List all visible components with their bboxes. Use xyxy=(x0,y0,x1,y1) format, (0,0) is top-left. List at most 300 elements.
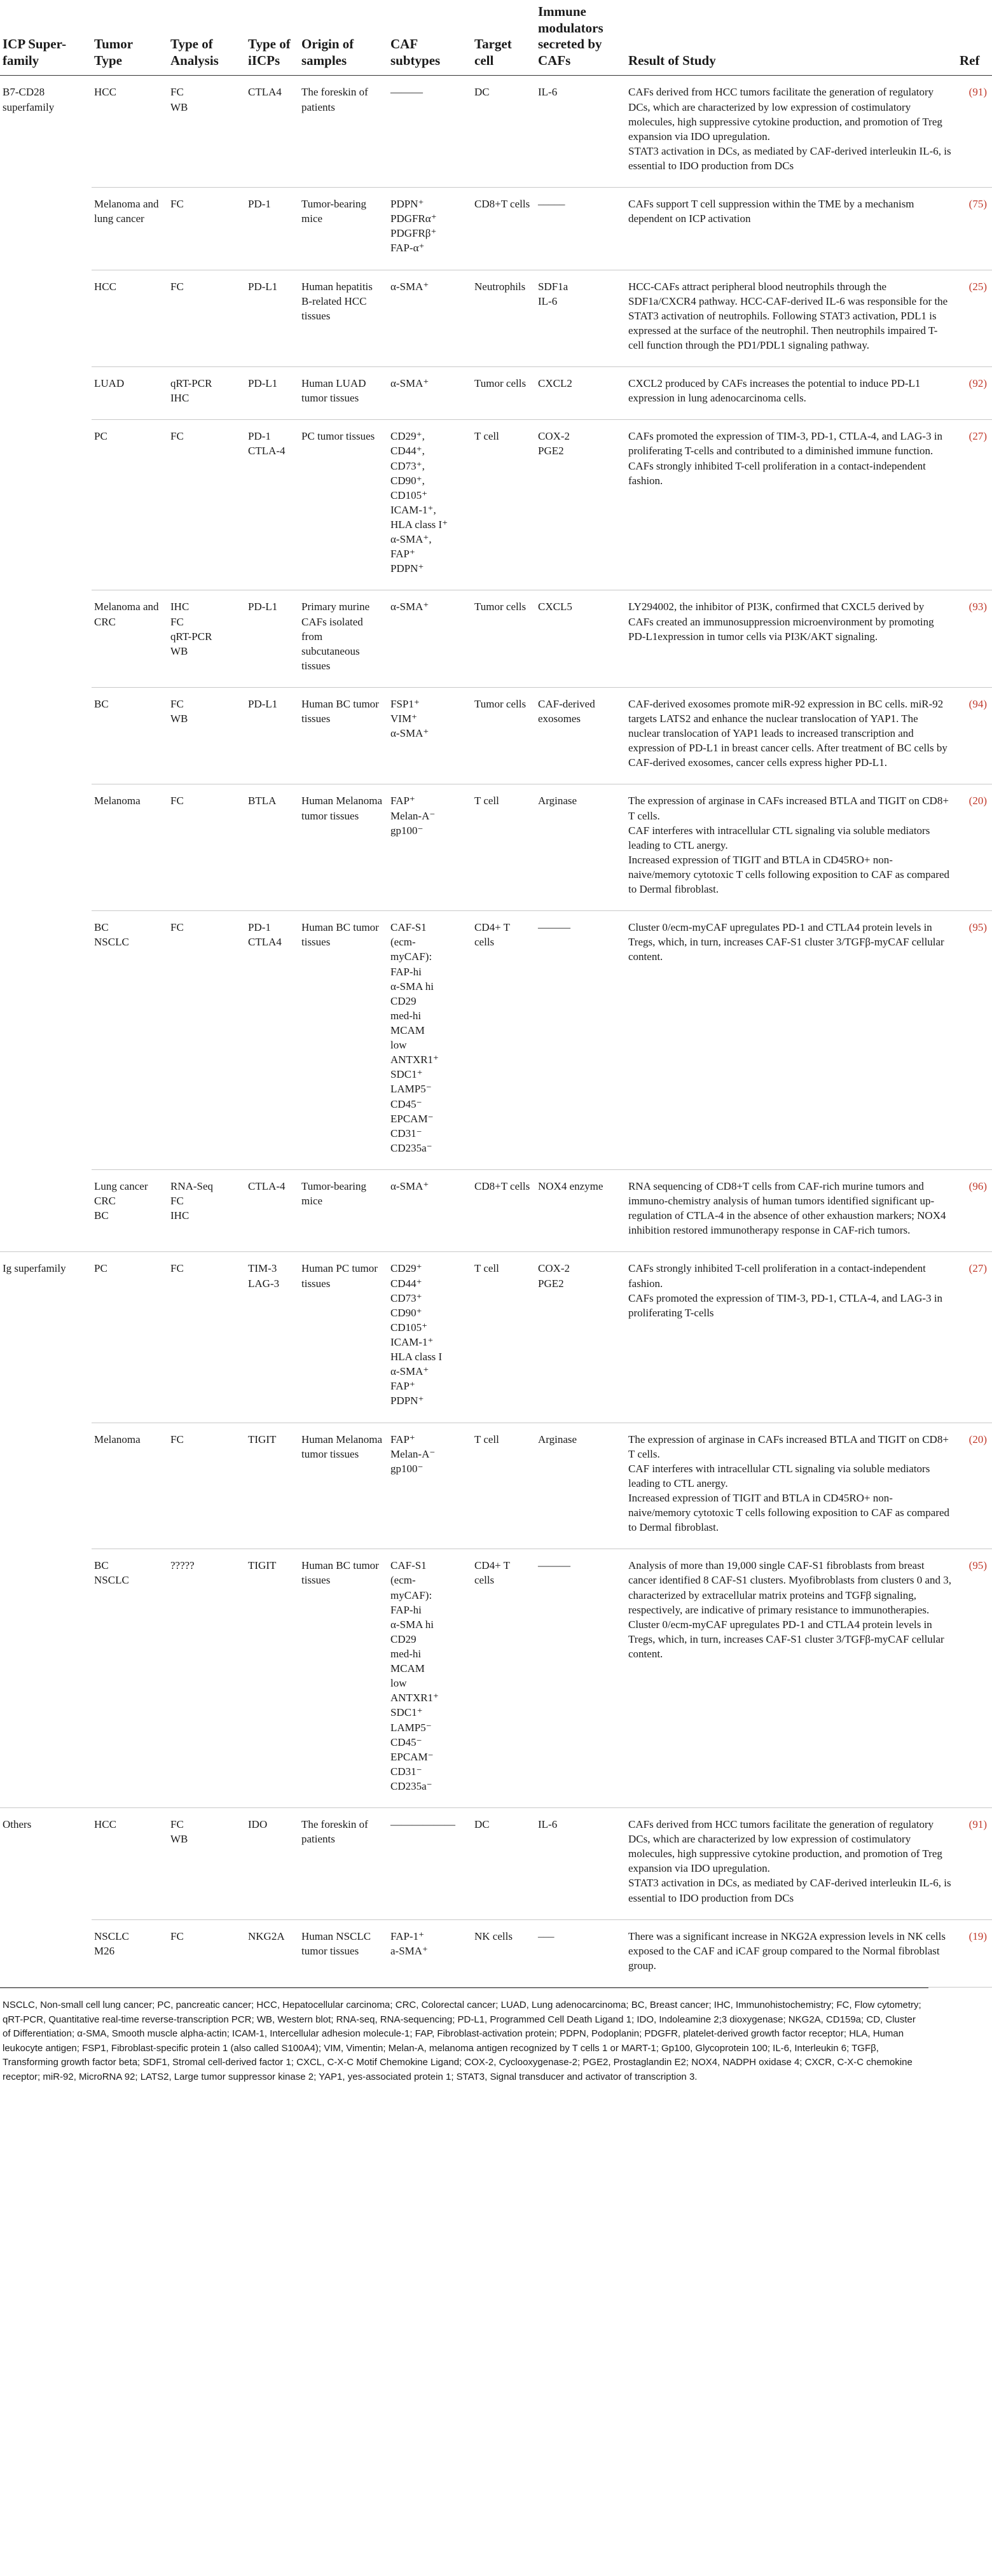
modulators-line: ––––– xyxy=(538,198,565,211)
header-row xyxy=(0,0,992,76)
caf-line: CD235a⁻ xyxy=(390,1141,432,1154)
target-line: CD4+ T cells xyxy=(474,921,510,949)
cell-tumor xyxy=(92,784,168,911)
cell-tumor xyxy=(92,1170,168,1252)
cell-iicps xyxy=(245,188,299,270)
reference-link[interactable]: (95) xyxy=(968,1559,987,1572)
cell-ref xyxy=(957,1549,992,1808)
iicps-line: NKG2A xyxy=(248,1930,285,1942)
caf-line: CD105⁺ xyxy=(390,1321,428,1333)
origin-line: Human BC tumor tissues xyxy=(301,921,379,949)
caf-line: SDC1⁺ xyxy=(390,1068,423,1081)
origin-line: Human Melanoma tumor tissues xyxy=(301,795,382,822)
cell-result xyxy=(626,590,957,688)
target-line: Tumor cells xyxy=(474,697,527,710)
target-line: Tumor cells xyxy=(474,601,527,613)
analysis-line: WB xyxy=(170,101,188,113)
modulators-line: COX-2 xyxy=(538,1262,570,1275)
analysis-line: IHC xyxy=(170,601,189,613)
origin-line: Tumor-bearing mice xyxy=(301,1180,366,1208)
iicps-line: CTLA4 xyxy=(248,936,282,949)
header-tumor: Tumor Type xyxy=(92,0,168,76)
cell-caf xyxy=(388,1252,472,1423)
cell-iicps xyxy=(245,76,299,188)
target-line: T cell xyxy=(474,1433,499,1445)
cell-family xyxy=(0,1808,92,1920)
cell-family xyxy=(0,188,92,270)
cell-origin xyxy=(299,784,388,911)
cell-family xyxy=(0,1170,92,1252)
cell-modulators xyxy=(535,188,626,270)
target-line: CD8+T cells xyxy=(474,1180,530,1192)
modulators-line: CAF-derived exosomes xyxy=(538,697,595,725)
cell-result xyxy=(626,188,957,270)
caf-line: PDPN⁺ xyxy=(390,562,424,575)
tumor-line: HCC xyxy=(94,86,116,99)
analysis-line: FC xyxy=(170,1930,184,1942)
cell-analysis xyxy=(168,420,245,590)
caf-line: myCAF): xyxy=(390,950,432,963)
analysis-line: FC xyxy=(170,1818,184,1831)
caf-line: CD29 xyxy=(390,994,417,1007)
cell-analysis xyxy=(168,1252,245,1423)
cell-caf xyxy=(388,270,472,367)
analysis-line: qRT-PCR xyxy=(170,377,212,390)
tumor-line: HCC xyxy=(94,1818,116,1831)
cell-analysis xyxy=(168,687,245,784)
cell-family xyxy=(0,590,92,688)
caf-line: CD105⁺ xyxy=(390,489,428,501)
cell-iicps xyxy=(245,1808,299,1920)
cell-caf xyxy=(388,1170,472,1252)
cell-caf xyxy=(388,188,472,270)
caf-line: CD31⁻ xyxy=(390,1765,422,1778)
cell-target xyxy=(472,1170,535,1252)
family-text: Others xyxy=(3,1818,32,1831)
modulators-line: ——— xyxy=(538,921,570,934)
cell-modulators xyxy=(535,367,626,420)
cell-tumor xyxy=(92,1919,168,1987)
caf-line: HLA class I⁺ xyxy=(390,518,448,531)
reference-link[interactable]: (95) xyxy=(968,921,987,934)
caf-line: α-SMA⁺ xyxy=(390,1180,429,1192)
origin-line: Human LUAD tumor tissues xyxy=(301,377,366,405)
target-line: DC xyxy=(474,1818,490,1831)
reference-link[interactable]: (92) xyxy=(968,377,987,390)
tumor-line: BC xyxy=(94,697,109,710)
caf-line: PDPN⁺ xyxy=(390,1395,424,1407)
iicps-line: TIGIT xyxy=(248,1433,277,1445)
cell-target xyxy=(472,590,535,688)
caf-line: MCAM xyxy=(390,1662,425,1675)
iicps-line: TIGIT xyxy=(248,1559,277,1572)
caf-line: med-hi xyxy=(390,1009,422,1022)
table-row xyxy=(0,784,992,911)
table-row xyxy=(0,590,992,688)
caf-line: FAP-hi xyxy=(390,1603,422,1616)
table-row xyxy=(0,1808,992,1920)
result-line: CAF-derived exosomes promote miR-92 expression in BC cells. miR-92 targets LATS2 and enhance the nuclear translocation of YAP1. The nuclear translocation of YAP1 leads to increased transcription and expression of PD-L1 in breast cancer cells. After treatment of BC cells by CAF-derived exosomes, cancer cells express higher PD-L1. xyxy=(628,697,947,769)
iicps-line: IDO xyxy=(248,1818,268,1831)
cell-analysis xyxy=(168,911,245,1170)
caf-line: —————— xyxy=(390,1818,455,1831)
reference-link[interactable]: (27) xyxy=(968,430,987,443)
cell-iicps xyxy=(245,1170,299,1252)
cell-ref xyxy=(957,188,992,270)
origin-line: Primary murine CAFs isolated from subcutaneous tissues xyxy=(301,601,370,672)
reference-link[interactable]: (75) xyxy=(968,198,987,211)
cell-modulators xyxy=(535,1549,626,1808)
tumor-line: HCC xyxy=(94,280,116,293)
origin-line: Human hepatitis B-related HCC tissues xyxy=(301,280,373,322)
target-line: Neutrophils xyxy=(474,280,526,293)
iicps-line: PD-L1 xyxy=(248,377,278,390)
tumor-line: BC xyxy=(94,921,109,934)
origin-line: Human BC tumor tissues xyxy=(301,697,379,725)
target-line: T cell xyxy=(474,795,499,807)
caf-line: PDPN⁺ xyxy=(390,198,424,211)
caf-line: low xyxy=(390,1039,407,1052)
cell-caf xyxy=(388,1808,472,1920)
header-target: Target cell xyxy=(472,0,535,76)
reference-link[interactable]: (93) xyxy=(968,601,987,613)
iicps-line: PD-1 CTLA-4 xyxy=(248,430,286,457)
table-row xyxy=(0,1919,992,1987)
cell-tumor xyxy=(92,687,168,784)
cell-ref xyxy=(957,784,992,911)
modulators-line: IL-6 xyxy=(538,86,558,99)
cell-caf xyxy=(388,590,472,688)
caf-line: α-SMA⁺ xyxy=(390,377,429,390)
cell-modulators xyxy=(535,1252,626,1423)
cell-tumor xyxy=(92,1423,168,1549)
cell-target xyxy=(472,188,535,270)
caf-line: FAP⁺ xyxy=(390,548,415,560)
tumor-line: NSCLC xyxy=(94,1930,129,1942)
cell-family xyxy=(0,911,92,1170)
cell-family xyxy=(0,367,92,420)
cell-family xyxy=(0,687,92,784)
table-row xyxy=(0,270,992,367)
target-line: T cell xyxy=(474,430,499,443)
result-line: The expression of arginase in CAFs increased BTLA and TIGIT on CD8+ T cells. xyxy=(628,795,949,822)
cell-modulators xyxy=(535,1423,626,1549)
caf-line: CD29⁺, xyxy=(390,430,425,443)
cell-ref xyxy=(957,911,992,1170)
header-family: ICP Super-family xyxy=(0,0,92,76)
cell-iicps xyxy=(245,1919,299,1987)
cell-analysis xyxy=(168,784,245,911)
cell-result xyxy=(626,911,957,1170)
cell-iicps xyxy=(245,270,299,367)
cell-origin xyxy=(299,1252,388,1423)
analysis-line: FC xyxy=(170,430,184,443)
cell-modulators xyxy=(535,590,626,688)
cell-ref xyxy=(957,687,992,784)
reference-link[interactable]: (96) xyxy=(968,1180,987,1192)
table-row xyxy=(0,1170,992,1252)
table-row xyxy=(0,76,992,188)
origin-line: Human PC tumor tissues xyxy=(301,1262,378,1290)
origin-line: Human BC tumor tissues xyxy=(301,1559,379,1587)
modulators-line: IL-6 xyxy=(538,295,558,307)
cell-ref xyxy=(957,367,992,420)
cell-result xyxy=(626,76,957,188)
cell-ref xyxy=(957,76,992,188)
cell-target xyxy=(472,1808,535,1920)
cell-result xyxy=(626,420,957,590)
caf-line: FAP⁺ xyxy=(390,795,415,807)
cell-origin xyxy=(299,188,388,270)
iicps-line: PD-L1 xyxy=(248,601,278,613)
caf-line: PDGFRβ⁺ xyxy=(390,227,437,240)
cell-target xyxy=(472,367,535,420)
cell-caf xyxy=(388,420,472,590)
result-line: CAFs support T cell suppression within the TME by a mechanism dependent on ICP activation xyxy=(628,198,914,225)
family-text: Ig superfamily xyxy=(3,1262,66,1275)
cell-modulators xyxy=(535,784,626,911)
header-origin: Origin of samples xyxy=(299,0,388,76)
cell-target xyxy=(472,1423,535,1549)
reference-link[interactable]: (94) xyxy=(968,697,987,710)
tumor-line: PC xyxy=(94,430,107,443)
result-line: CAF interferes with intracellular CTL signaling via soluble mediators leading to CTL anergy. xyxy=(628,1462,930,1489)
origin-line: Human NSCLC tumor tissues xyxy=(301,1930,371,1957)
caf-line: (ecm- xyxy=(390,936,416,949)
caf-line: CD29 xyxy=(390,1633,417,1645)
cell-origin xyxy=(299,76,388,188)
cell-tumor xyxy=(92,1549,168,1808)
caf-line: MCAM xyxy=(390,1024,425,1037)
analysis-line: FC xyxy=(170,921,184,934)
result-line: Cluster 0/ecm-myCAF upregulates PD-1 and CTLA4 protein levels in Tregs, which, in turn, increases CAF-S1 cluster 3/TGFβ-myCAF cellular content. xyxy=(628,921,944,963)
cell-analysis xyxy=(168,188,245,270)
cell-caf xyxy=(388,911,472,1170)
cell-tumor xyxy=(92,590,168,688)
iicps-line: PD-L1 xyxy=(248,280,278,293)
caf-line: α-SMA⁺, xyxy=(390,533,432,546)
result-line: CAFs promoted the expression of TIM-3, PD-1, CTLA-4, and LAG-3 in proliferating T-cells and contributed to a diminished immune function. xyxy=(628,430,943,457)
caf-line: CD45⁻ xyxy=(390,1736,422,1748)
target-line: DC xyxy=(474,86,490,99)
caf-line: Melan-A⁻ xyxy=(390,809,436,822)
family-text: B7-CD28 superfamily xyxy=(3,86,55,113)
table-footnote: NSCLC, Non-small cell lung cancer; PC, pancreatic cancer; HCC, Hepatocellular carcinoma; CRC, Colorectal cancer; LUAD, Lung adenocarcinoma; BC, Breast cancer; IHC, Immunohistochemistry; FC, Flow cytometry; qRT-PCR, Quantitative real-time reverse-transcription PCR; WB, Western blot; RNA-seq, RNA-sequencing; PD-L1, Programmed Cell Death Ligand 1; IDO, Indoleamine 2;3 dioxygenase; NKG2A, CD159a; CD, Cluster of Differentiation; α-SMA, Smooth muscle alpha-actin; ICAM-1, Intercellular adhesion molecule-1; FAP, Fibroblast-activation protein; PDPN, Podoplanin; PDGFR, platelet-derived growth factor receptor; HLA, Human leukocyte antigen; FSP1, Fibroblast-specific protein 1 (also called S100A4); VIM, Vimentin; Melan-A, melanoma antigen recognized by T cells 1 or MART-1; Gp100, Glycoprotein 100; IL-6, Interleukin 6; TGFβ, Transforming growth factor beta; SDF1, Stromal cell-derived factor 1; CXCL, C-X-C Motif Chemokine Ligand; COX-2, Cyclooxygenase-2; PGE2, Prostaglandin E2; NOX4, NADPH oxidase 4; CXCR, C-X-C chemokine receptor; miR-92, MicroRNA 92; LATS2, Large tumor suppressor kinase 2; YAP1, yes-associated protein 1; STAT3, Signal transducer and activator of transcription 3. xyxy=(0,1988,928,2097)
cell-target xyxy=(472,1252,535,1423)
reference-link[interactable]: (91) xyxy=(968,86,987,99)
caf-line: CD73⁺ xyxy=(390,1291,422,1304)
caf-line: med-hi xyxy=(390,1647,422,1660)
table-row xyxy=(0,687,992,784)
cell-result xyxy=(626,1170,957,1252)
caf-line: CAF-S1 xyxy=(390,1559,427,1572)
cell-modulators xyxy=(535,76,626,188)
tumor-line: LUAD xyxy=(94,377,125,390)
iicps-line: TIM-3 xyxy=(248,1262,277,1275)
cell-caf xyxy=(388,1549,472,1808)
analysis-line: WB xyxy=(170,644,188,657)
result-line: RNA sequencing of CD8+T cells from CAF-rich murine tumors and immuno-chemistry analysis of human tumors identified significant up-regulation of CTLA-4 in the absence of other exhaustion markers; NOX4 inhibition restored immunotherapy response in CAF-rich tumors. xyxy=(628,1180,946,1237)
target-line: CD8+T cells xyxy=(474,198,530,211)
cell-family xyxy=(0,420,92,590)
cell-family xyxy=(0,784,92,911)
tumor-line: NSCLC xyxy=(94,1574,129,1587)
cell-ref xyxy=(957,1252,992,1423)
tumor-line: M26 xyxy=(94,1944,115,1957)
header-ref: Ref xyxy=(957,0,992,76)
cell-family xyxy=(0,1919,92,1987)
cell-ref xyxy=(957,1170,992,1252)
table-row xyxy=(0,188,992,270)
cell-analysis xyxy=(168,1808,245,1920)
tumor-line: Melanoma xyxy=(94,795,141,807)
cell-result xyxy=(626,1919,957,1987)
tumor-line: Melanoma and CRC xyxy=(94,601,159,628)
iicps-line: PD-1 xyxy=(248,198,271,211)
modulators-line: SDF1a xyxy=(538,280,568,293)
caf-line: CD44⁺ xyxy=(390,1277,422,1290)
cell-caf xyxy=(388,1423,472,1549)
cell-caf xyxy=(388,367,472,420)
analysis-line: IHC xyxy=(170,392,189,405)
iicps-line: CTLA-4 xyxy=(248,1180,286,1192)
cell-iicps xyxy=(245,911,299,1170)
analysis-line: FC xyxy=(170,697,184,710)
target-line: T cell xyxy=(474,1262,499,1275)
analysis-line: WB xyxy=(170,713,188,725)
caf-line: SDC1⁺ xyxy=(390,1706,423,1719)
origin-line: PC tumor tissues xyxy=(301,430,375,443)
reference-link[interactable]: (20) xyxy=(968,1433,987,1445)
caf-line: FAP⁺ xyxy=(390,1380,415,1393)
cell-analysis xyxy=(168,76,245,188)
analysis-line: FC xyxy=(170,1262,184,1275)
reference-link[interactable]: (91) xyxy=(968,1818,987,1831)
cell-origin xyxy=(299,270,388,367)
caf-line: EPCAM⁻ xyxy=(390,1750,434,1763)
cell-modulators xyxy=(535,420,626,590)
caf-line: CD31⁻ xyxy=(390,1127,422,1139)
cell-modulators xyxy=(535,911,626,1170)
result-line: STAT3 activation in DCs, as mediated by CAF-derived interleukin IL-6, is essential to IDO production from DCs xyxy=(628,1877,951,1904)
cell-target xyxy=(472,76,535,188)
target-line: Tumor cells xyxy=(474,377,527,390)
caf-line: low xyxy=(390,1677,407,1690)
cell-origin xyxy=(299,1170,388,1252)
result-line: CAFs strongly inhibited T-cell proliferation in a contact-independent fashion. xyxy=(628,1262,926,1290)
modulators-line: NOX4 enzyme xyxy=(538,1180,603,1192)
cell-iicps xyxy=(245,784,299,911)
cell-result xyxy=(626,1808,957,1920)
caf-line: FAP⁺ xyxy=(390,1433,415,1445)
analysis-line: FC xyxy=(170,795,184,807)
table-row xyxy=(0,1252,992,1423)
tumor-line: Melanoma xyxy=(94,1433,141,1445)
origin-line: Tumor-bearing mice xyxy=(301,198,366,225)
cell-tumor xyxy=(92,270,168,367)
caf-line: FAP-hi xyxy=(390,965,422,978)
cell-target xyxy=(472,420,535,590)
iicps-line: PD-1 xyxy=(248,921,271,934)
caf-line: CD29⁺ xyxy=(390,1262,422,1275)
analysis-line: FC xyxy=(170,280,184,293)
result-line: CAFs derived from HCC tumors facilitate the generation of regulatory DCs, which are characterized by low expression of costimulatory molecules, high suppressive cytokine production, and promotion of Treg expansion via IDO upregulation. xyxy=(628,1818,942,1875)
caf-line: CD44⁺, xyxy=(390,445,425,457)
caf-line: VIM⁺ xyxy=(390,713,418,725)
cell-result xyxy=(626,1423,957,1549)
iicps-line: PD-L1 xyxy=(248,697,278,710)
cell-family xyxy=(0,1549,92,1808)
cell-analysis xyxy=(168,1549,245,1808)
cell-tumor xyxy=(92,367,168,420)
target-line: NK cells xyxy=(474,1930,513,1942)
caf-line: α-SMA⁺ xyxy=(390,601,429,613)
reference-link[interactable]: (27) xyxy=(968,1262,987,1275)
cell-analysis xyxy=(168,590,245,688)
cell-caf xyxy=(388,687,472,784)
cell-caf xyxy=(388,1919,472,1987)
iicps-line: LAG-3 xyxy=(248,1277,280,1290)
result-line: CAF interferes with intracellular CTL signaling via soluble mediators leading to CTL anergy. xyxy=(628,824,930,851)
cell-origin xyxy=(299,911,388,1170)
analysis-line: IHC xyxy=(170,1209,189,1222)
modulators-line: ——— xyxy=(538,1559,570,1572)
caf-line: LAMP5⁻ xyxy=(390,1721,432,1734)
analysis-line: WB xyxy=(170,1833,188,1846)
header-caf: CAF subtypes xyxy=(388,0,472,76)
analysis-line: qRT-PCR xyxy=(170,630,212,643)
origin-line: The foreskin of patients xyxy=(301,1818,368,1846)
modulators-line: PGE2 xyxy=(538,1277,564,1290)
cell-analysis xyxy=(168,270,245,367)
caf-line: Melan-A⁻ xyxy=(390,1447,436,1460)
cell-modulators xyxy=(535,270,626,367)
cell-family xyxy=(0,76,92,188)
result-line: Analysis of more than 19,000 single CAF-S1 fibroblasts from breast cancer identified 8 CAF-S1 clusters. Myofibroblasts from clusters 0 and 3, characterized by extracellular matrix proteins and TGFβ signaling, respectively, are indicative of primary resistance to immunotherapies. Cluster 0/ecm-myCAF upregulates PD-1 and CTLA4 protein levels in Tregs, which, in turn, increases CAF-S1 cluster 3/TGFβ-myCAF cellular content. xyxy=(628,1559,952,1660)
caf-line: α-SMA hi xyxy=(390,980,434,992)
result-line: CAFs derived from HCC tumors facilitate the generation of regulatory DCs, which are characterized by low expression of costimulatory molecules, high suppressive cytokine production, and promotion of Treg expansion via IDO upregulation. xyxy=(628,86,942,143)
result-line: The expression of arginase in CAFs increased BTLA and TIGIT on CD8+ T cells. xyxy=(628,1433,949,1460)
cell-modulators xyxy=(535,1808,626,1920)
caf-line: ——— xyxy=(390,86,423,99)
target-line: CD4+ T cells xyxy=(474,1559,510,1587)
tumor-line: CRC xyxy=(94,1195,116,1208)
result-line: Increased expression of TIGIT and BTLA in CD45RO+ non-naive/memory cytotoxic T cells following exposition to CAF as compared to Dermal fibroblast. xyxy=(628,853,950,896)
result-line: CAFs strongly inhibited T-cell proliferation in a contact-independent fashion. xyxy=(628,459,926,487)
reference-link[interactable]: (20) xyxy=(968,795,987,807)
cell-analysis xyxy=(168,1170,245,1252)
cell-target xyxy=(472,270,535,367)
modulators-line: Arginase xyxy=(538,1433,577,1445)
caf-line: α-SMA⁺ xyxy=(390,727,429,740)
header-analysis: Type of Analysis xyxy=(168,0,245,76)
cell-iicps xyxy=(245,1549,299,1808)
cell-family xyxy=(0,1252,92,1423)
cell-ref xyxy=(957,1808,992,1920)
modulators-line: CXCL5 xyxy=(538,601,572,613)
cell-modulators xyxy=(535,1170,626,1252)
reference-link[interactable]: (19) xyxy=(968,1930,987,1942)
caf-line: PDGFRα⁺ xyxy=(390,212,437,225)
cell-caf xyxy=(388,76,472,188)
table-row xyxy=(0,1549,992,1808)
cell-ref xyxy=(957,420,992,590)
reference-link[interactable]: (25) xyxy=(968,280,987,293)
cell-ref xyxy=(957,1423,992,1549)
iicps-line: CTLA4 xyxy=(248,86,282,99)
cell-analysis xyxy=(168,1423,245,1549)
modulators-line: CXCL2 xyxy=(538,377,572,390)
